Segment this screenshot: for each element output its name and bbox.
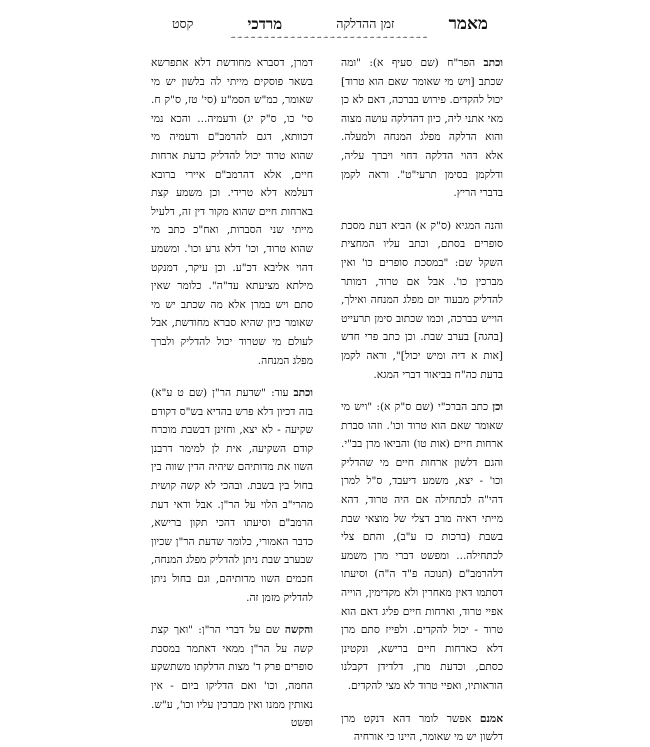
header-subtitle: זמן ההדלקה — [336, 16, 395, 31]
paragraph — [151, 384, 313, 607]
header-ornament-divider: ܚ ܚ ܚ ܚ ܚ ܚ ܚ ܚ ܚ ܚ ܚ ܚ ܚ ܚ ܚ ܚ ܚ ܚ ܚ ܚ ܚ ܚ ܚ ܚ ܚ ܚ ܚ ܚ ܚ ܚ — [230, 33, 428, 40]
header-title: מאמר — [448, 14, 488, 34]
paragraph-text: שם על דברי הר"ן: "ואך קצת קשה על הר"ן ממאי דאתמר במסכת סופרים פרק ד' מצות הדלקתו משתשקע החמה, וכו' ואם הדליקו ביום - אין נאותין ממנו ואין מברכין עליו וכו', ע"ש. ופשט — [151, 624, 313, 730]
header-author: מרדכי — [247, 15, 283, 33]
paragraph-text: הפר"ח (שם סעיף א): "ומה שכתב [ויש מי שאומר שאם הוא טרוד] יכול להקדים. פירוש בברכה, דאם לא כן מאי אתני ליה, כיון דהדלקה עושה מצוה והוא הדלקה מפלג המנחה ולמעלה. אלא דהוי הדלקה דחוי ויברך עליה, ודלקמן בסימן תרעי"ט". וראה לקמן בדברי הריץ. — [341, 57, 503, 200]
right-text-column — [341, 54, 503, 744]
paragraph-text: אפשר לומר דהא דנקט מרן דלשון יש מי שאומר, היינו כי אורחיה — [341, 712, 503, 744]
paragraph — [151, 54, 313, 370]
paragraph-lead-word: אמנם — [479, 712, 503, 725]
paragraph-text: דמרן, דסברא מחודשת דלא אתפרשא בשאר פוסקים מייתי לה בלשון יש מי שאומר, כמ"ש הסמ"ע (סי' טז, ס"ק ח. סי' כו, ס"ק יג) ודעמיה... והכא נמי דכוותא, דגם להרמב"ם ודעמיה מי שהוא טרוד יכול להדליק כדעת ארחות חיים, אלא דהרמב"ם איירי ברובא דעלמא דלא טרידי. וכן משמע קצת בארחות חיים שהוא מקור דין זה, דלעיל מייתי שני הסברות, ואח"כ כתב מי שהוא טרוד, וכו' דלא גרע וכו'. ומשמע דהוי אליבא דכ"ע. וכן עיקר, דמנקט מילתא מציעתא עד"ה". כלומר שאין סתם ויש במרן אלא מה שכתב יש מי שאומר כיון שהיא סברא מחודשת, אבל לעולם מי שטרוד יכול להדליק ולברך מפלג המנחה. — [151, 57, 313, 367]
paragraph-text: והנה המגיא (ס"ק א) הביא דעת מסכת סופרים בסתם, וכתב עליו המחצית השקל שם: "במסכת סופרים כו' ואין מברכין כו'. אבל אם טרוד, דמותר להדליק מבעוד יום מפלג המנחה ואילך, הוייש בברכה, וכמו שכתוב סימן תרעייט [בהגה] בערב שבת. וכן כתב פרי חדש [אות א דיה ומיש יכול]", וראה לקמן בדעת כה"ח בביאור דברי המגא. — [341, 219, 503, 381]
paragraph-lead-word: והקשה — [284, 624, 313, 637]
paragraph-text: כתב הברכ"י (שם ס"ק א): "ויש מי שאומר שאם הוא טרוד וכו'. וזהו סברת ארחות חיים (אות טו) והביאו מרן בב"י. והגם דלשון ארחות חיים מי שהדליק וכו' - יצא, משמע דיעבד, ס"ל למרן דהי"ה לכתחילה אם היה טרוד, דהא מייתי ראיה מרב דצלי של מוצאי שבת בשבת (ברכות כז ע"ב), והתם צלי לכתחילה... ומפשט דברי מרן משמע דלהרמב"ם (תנוכה פ"ד ה"ה) וסיעתו דסתמו דאין מאחרין ולא מקדימין, הוייה אפיי טרוד, וארחות חיים פליג דאם הוא טרוד - יכול להקדים. ולפייז סתם מרן דלא כארחות חיים ברישא, ונקטינן כסתם, וכדעת מרן, דלדידן דקבלנו הוראותיו, ואפיי טרוד לא מצי להקדים. — [341, 401, 503, 692]
left-text-column — [151, 54, 313, 730]
paragraph — [341, 710, 503, 747]
paragraph — [341, 398, 503, 696]
paragraph — [341, 217, 503, 384]
header-section: קסט — [172, 16, 194, 31]
page-header — [172, 4, 488, 34]
paragraph — [341, 54, 503, 203]
paragraph — [151, 621, 313, 733]
paragraph-lead-word: וכן — [492, 401, 503, 414]
paragraph-lead-word: וכתב — [293, 387, 313, 400]
paragraph-lead-word: וכתב — [483, 57, 503, 69]
paragraph-text: עוד: "שדעת הר"ן (שם ט ע"א) בזה דכיון דלא פרש בהדיא בש"ס דקודם שקיעה - לא יצא, וחזינן דבשבת מוכרח קודם השקיעה, אית לן למימר דרבנן השוו את מדותיהם שיהיה הדין שווה בין בחול בין בשבת. ובהכי לא קשה קושית מהרי"ב הלוי על הר"ן. אבל ודאי דעת הרמב"ם וסיעתו דהכי תקון ברישא, כדבר האמורי, כלומר שדעת הר"ן שכיון שבערב שבת ניתן להדליק מפלג המנחה, חכמים השוו מדותיהם, וגם בחול ניתן להדליק מזמן זה. — [151, 387, 313, 604]
